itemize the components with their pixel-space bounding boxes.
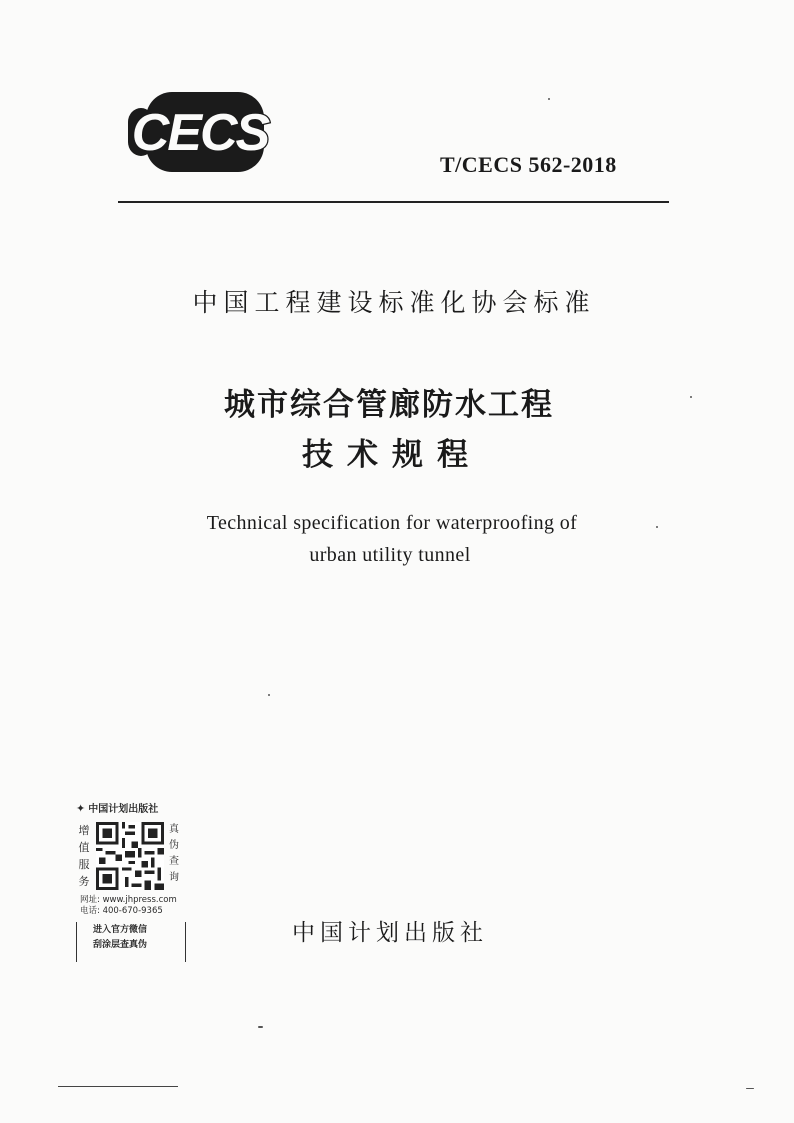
scan-speck	[656, 526, 658, 528]
qr-code-icon[interactable]	[96, 822, 164, 890]
title-english-line1: Technical specification for waterproofing of	[206, 512, 578, 534]
title-chinese	[0, 380, 794, 480]
scan-speck	[268, 694, 270, 696]
label-right-char: 询	[169, 872, 179, 883]
label-website: 网址: www.jhpress.com	[80, 895, 177, 905]
label-brand-text: 中国计划出版社	[88, 804, 159, 815]
scan-speck	[746, 1088, 754, 1089]
label-brand	[76, 800, 158, 815]
label-right-char: 真	[169, 824, 179, 835]
title-english-line2: urban utility tunnel	[309, 544, 471, 566]
label-note-2: 刮涂层查真伪	[93, 940, 148, 950]
label-left-char: 值	[78, 841, 90, 854]
anticounterfeit-label	[72, 800, 192, 960]
label-left-char: 增	[78, 824, 90, 837]
label-right-char: 伪	[169, 840, 179, 851]
publisher-name: 中国计划出版社	[292, 920, 488, 946]
label-left-char: 服	[78, 858, 90, 871]
standard-number: T/CECS 562-2018	[440, 152, 617, 177]
label-scratch-box	[76, 922, 186, 962]
header-divider	[118, 201, 669, 203]
label-note-1: 进入官方微信	[93, 925, 148, 935]
title-chinese-line2: 技术规程	[302, 437, 482, 473]
label-phone: 电话: 400-670-9365	[80, 906, 163, 916]
cecs-logo	[124, 92, 280, 172]
scan-speck	[548, 98, 550, 100]
logo-text: CECS	[131, 104, 269, 162]
brand-star-icon: ✦	[76, 802, 86, 815]
label-left-text	[78, 822, 90, 890]
label-left-char: 务	[78, 875, 90, 888]
association-line	[0, 283, 794, 319]
footer-divider	[58, 1086, 178, 1087]
title-chinese-line1: 城市综合管廊防水工程	[224, 387, 554, 423]
label-contact	[80, 895, 177, 917]
label-right-text	[168, 822, 180, 886]
label-right-char: 查	[169, 856, 179, 867]
title-english	[0, 507, 794, 571]
scan-speck	[258, 1026, 263, 1028]
scan-speck	[690, 396, 692, 398]
association-name: 中国工程建设标准化协会标准	[192, 288, 596, 317]
